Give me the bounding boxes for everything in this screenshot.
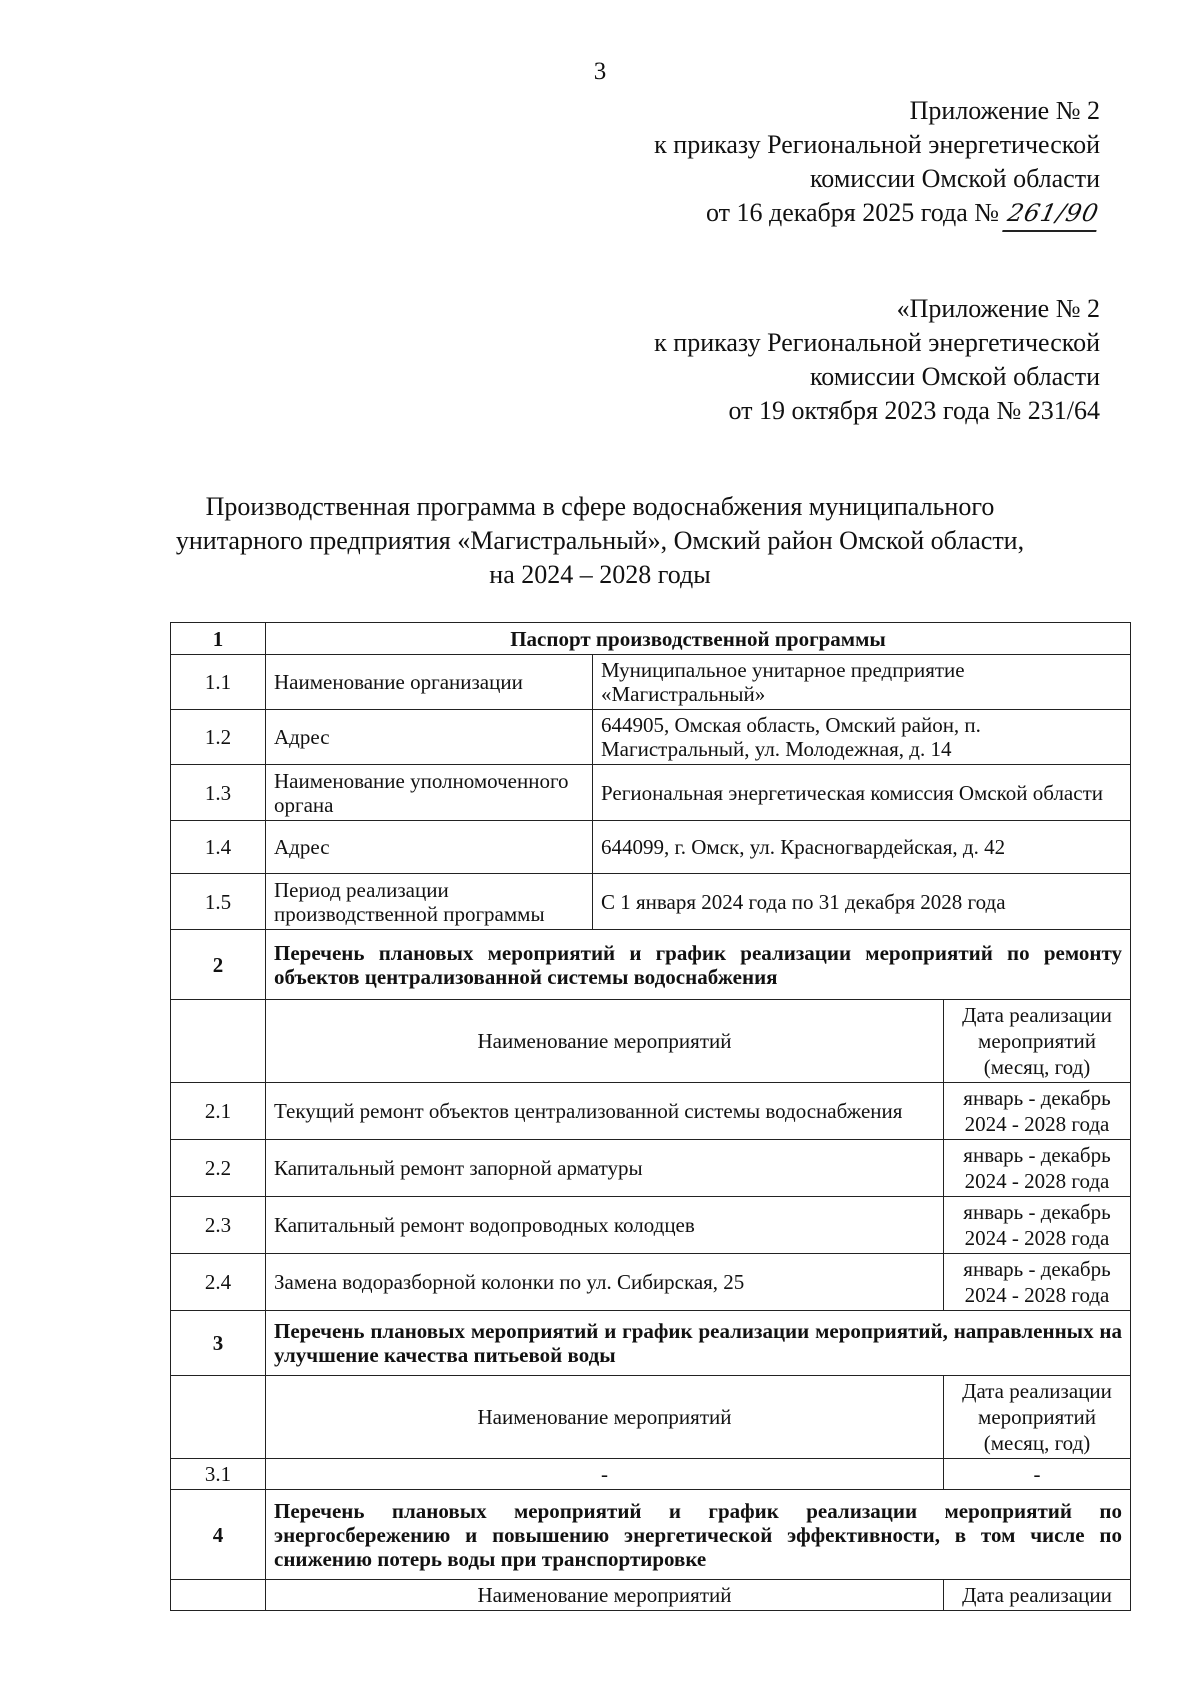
passport-value: 644905, Омская область, Омский район, п. Магистральный, ул. Молодежная, д. 14 (593, 710, 1131, 765)
stamp-date-prefix: от 16 декабря 2025 года № (705, 198, 1000, 227)
title-line: на 2024 – 2028 годы (489, 560, 711, 589)
passport-row (171, 821, 1131, 874)
row-number: 1.5 (171, 874, 266, 930)
empty-cell (171, 1376, 266, 1459)
passport-label: Наименование уполномоченного органа (266, 765, 593, 821)
activity-date: январь - декабрь 2024 - 2028 года (944, 1083, 1131, 1140)
row-number: 1.4 (171, 821, 266, 874)
section-number: 1 (171, 623, 266, 655)
column-header-name: Наименование мероприятий (266, 1376, 944, 1459)
passport-value: Муниципальное унитарное предприятие «Магистральный» (593, 655, 1131, 710)
section-header-row (171, 1311, 1131, 1376)
activity-name: Капитальный ремонт запорной арматуры (266, 1140, 944, 1197)
row-number: 1.3 (171, 765, 266, 821)
column-header-date: Дата реализации (944, 1580, 1131, 1611)
activity-name: Текущий ремонт объектов централизованной системы водоснабжения (266, 1083, 944, 1140)
activity-row (171, 1140, 1131, 1197)
activity-name: Капитальный ремонт водопроводных колодцев (266, 1197, 944, 1254)
row-number: 2.3 (171, 1197, 266, 1254)
section-title: Паспорт производственной программы (266, 623, 1131, 655)
row-number: 2.1 (171, 1083, 266, 1140)
row-number: 1.2 (171, 710, 266, 765)
activity-date: - (944, 1459, 1131, 1490)
passport-row (171, 765, 1131, 821)
page-number: 3 (593, 58, 607, 85)
passport-value: С 1 января 2024 года по 31 декабря 2028 года (593, 874, 1131, 930)
column-header-row (171, 1376, 1131, 1459)
activity-date: январь - декабрь 2024 - 2028 года (944, 1197, 1131, 1254)
section-header-row (171, 1490, 1131, 1580)
activity-date: январь - декабрь 2024 - 2028 года (944, 1140, 1131, 1197)
empty-cell (171, 1000, 266, 1083)
passport-value: 644099, г. Омск, ул. Красногвардейская, д. 42 (593, 821, 1131, 874)
stamp-line: к приказу Региональной энергетической (654, 130, 1100, 159)
passport-value: Региональная энергетическая комиссия Омской области (593, 765, 1131, 821)
column-header-name: Наименование мероприятий (266, 1000, 944, 1083)
title-line: унитарного предприятия «Магистральный», Омский район Омской области, (175, 526, 1025, 555)
passport-row (171, 874, 1131, 930)
activity-row (171, 1459, 1131, 1490)
section-number: 3 (171, 1311, 266, 1376)
passport-label: Наименование организации (266, 655, 593, 710)
stamp-line (654, 196, 1100, 232)
row-number: 3.1 (171, 1459, 266, 1490)
title-line: Производственная программа в сфере водоснабжения муниципального (205, 492, 995, 521)
activity-name: Замена водоразборной колонки по ул. Сибирская, 25 (266, 1254, 944, 1311)
activity-date: январь - декабрь 2024 - 2028 года (944, 1254, 1131, 1311)
empty-cell (171, 1580, 266, 1611)
section-title: Перечень плановых мероприятий и график реализации мероприятий, направленных на улучшение качества питьевой воды (266, 1311, 1131, 1376)
column-header-date: Дата реализации мероприятий (месяц, год) (944, 1000, 1131, 1083)
activity-row (171, 1083, 1131, 1140)
passport-label: Адрес (266, 710, 593, 765)
column-header-name: Наименование мероприятий (266, 1580, 944, 1611)
row-number: 2.4 (171, 1254, 266, 1311)
section-number: 2 (171, 930, 266, 1000)
document-title (140, 490, 1060, 592)
appendix-stamp-current (654, 94, 1100, 232)
activity-row (171, 1197, 1131, 1254)
stamp-line: комиссии Омской области (810, 164, 1100, 193)
stamp-line: Приложение № 2 (909, 96, 1100, 125)
section-number: 4 (171, 1490, 266, 1580)
activity-name: - (266, 1459, 944, 1490)
column-header-row (171, 1000, 1131, 1083)
passport-row (171, 710, 1131, 765)
stamp-line: комиссии Омской области (810, 362, 1100, 391)
appendix-stamp-previous (654, 292, 1100, 428)
column-header-row (171, 1580, 1131, 1611)
stamp-line: «Приложение № 2 (896, 294, 1100, 323)
section-header-row (171, 930, 1131, 1000)
program-table (170, 622, 1131, 1611)
passport-label: Адрес (266, 821, 593, 874)
stamp-line: к приказу Региональной энергетической (654, 328, 1100, 357)
section-header-row (171, 623, 1131, 655)
row-number: 2.2 (171, 1140, 266, 1197)
handwritten-order-number: 261/90 (1002, 196, 1104, 232)
column-header-date: Дата реализации мероприятий (месяц, год) (944, 1376, 1131, 1459)
passport-row (171, 655, 1131, 710)
stamp-line: от 19 октября 2023 года № 231/64 (728, 396, 1100, 425)
activity-row (171, 1254, 1131, 1311)
section-title: Перечень плановых мероприятий и график реализации мероприятий по ремонту объектов централизованной системы водоснабжения (266, 930, 1131, 1000)
passport-label: Период реализации производственной программы (266, 874, 593, 930)
section-title: Перечень плановых мероприятий и график реализации мероприятий по энергосбережению и повышению энергетической эффективности, в том числе по снижению потерь воды при транспортировке (266, 1490, 1131, 1580)
row-number: 1.1 (171, 655, 266, 710)
